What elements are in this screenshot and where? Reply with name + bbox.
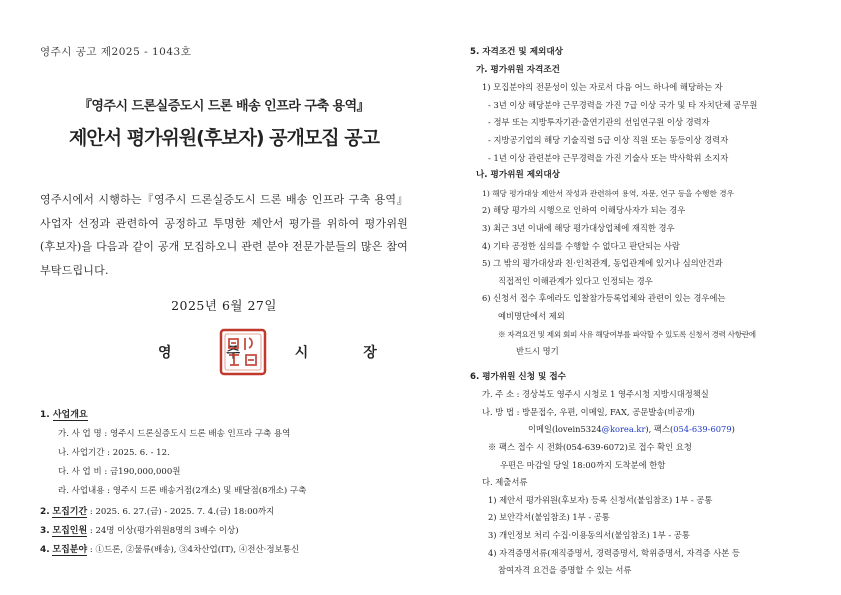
official-seal-stamp xyxy=(218,327,268,377)
section-4-fields: 4. 모집분야 : ①드론, ②물류(배송), ③4차산업(IT), ④전산·정보통신 xyxy=(40,545,300,555)
overview-label: 다. 사 업 비 xyxy=(58,467,102,477)
documents-label: 다. 제출서류 xyxy=(482,477,528,488)
overview-label: 가. 사 업 명 xyxy=(58,429,102,439)
section-2-value: 2025. 6. 27.(금) - 2025. 7. 4.(금) 18:00까지 xyxy=(95,507,275,517)
exclusion-item: 1) 해당 평가대상 제안서 작성과 관련하여 용역, 자문, 연구 등을 수행한 경우 xyxy=(482,188,734,198)
project-subtitle: 『영주시 드론실증도시 드론 배송 인프라 구축 용역』 xyxy=(78,99,370,114)
fax-number-link[interactable]: 054-639-6079 xyxy=(673,424,732,435)
section-1-heading xyxy=(40,406,408,425)
overview-item-name: 가. 사 업 명 : 영주시 드론실증도시 드론 배송 인프라 구축 용역 xyxy=(58,429,291,439)
section-3-number: 3. xyxy=(40,526,50,536)
exclusion-item: 3) 최근 3년 이내에 해당 평가대상업체에 재직한 경우 xyxy=(482,222,675,233)
section-5-eligibility xyxy=(470,44,815,361)
method-value: : 방문접수, 우편, 이메일, FAX, 공문발송(비공개) xyxy=(516,406,695,417)
section-4-value: ①드론, ②물류(배송), ③4차산업(IT), ④전산·정보통신 xyxy=(95,545,300,555)
method-label: 나. 방 법 xyxy=(482,406,514,417)
section-1-number: 1. xyxy=(40,410,50,420)
section-4-title: 모집분야 xyxy=(52,545,88,555)
section-2-title: 모집기간 xyxy=(52,507,88,517)
section-4-number: 4. xyxy=(40,545,50,555)
eligibility-note-cont: 반드시 명기 xyxy=(516,346,559,357)
overview-item-budget: 다. 사 업 비 : 금190,000,000원 xyxy=(58,467,181,477)
overview-label: 라. 사업내용 xyxy=(58,486,105,496)
email-prefix: 이메일(lovein5324 xyxy=(528,424,602,435)
section-2-period: 2. 모집기간 : 2025. 6. 27.(금) - 2025. 7. 4.(금) 18:00까지 xyxy=(40,507,275,517)
signer-name: 영 주 시 장 xyxy=(158,345,402,361)
left-column xyxy=(40,44,408,560)
page-title: 제안서 평가위원(후보자) 공개모집 공고 xyxy=(69,127,379,149)
exclusion-item: 6) 신청서 접수 후에라도 입찰참가등록업체와 관련이 있는 경우에는 xyxy=(482,293,726,304)
method-row xyxy=(470,404,815,422)
signer-block xyxy=(40,324,408,382)
qualification-item: - 정부 또는 지방투자기관·출연기관의 선임연구원 이상 경력자 xyxy=(488,117,710,128)
document-item: 4) 자격증명서류(재직증명서, 경력증명서, 학위증명서, 자격증 사본 등 xyxy=(488,547,740,558)
overview-value: 금190,000,000원 xyxy=(109,467,181,477)
overview-value: 2025. 6. - 12. xyxy=(112,448,170,458)
overview-item-content: 라. 사업내용 : 영주시 드론 배송거점(2개소) 및 배달점(8개소) 구축 xyxy=(58,486,307,496)
section-6-application xyxy=(470,369,815,580)
section-2-number: 2. xyxy=(40,507,50,517)
section-3-value: 24명 이상(평가위원8명의 3배수 이상) xyxy=(95,526,239,536)
notice-number: 영주시 공고 제2025 - 1043호 xyxy=(40,46,192,58)
qualification-item: - 1년 이상 관련분야 근무경력을 가진 기술사 또는 박사학위 소지자 xyxy=(488,152,729,163)
overview-label: 나. 사업기간 xyxy=(58,448,105,458)
exclusion-item: 4) 기타 공정한 심의를 수행할 수 없다고 판단되는 사람 xyxy=(482,240,680,251)
qualification-intro: 1) 모집분야의 전문성이 있는 자로서 다음 어느 하나에 해당하는 자 xyxy=(482,82,723,93)
address-row xyxy=(470,386,815,404)
exclusion-heading: 나. 평가위원 제외대상 xyxy=(476,170,560,181)
fax-prefix: ), 팩스( xyxy=(645,424,674,435)
mail-note: 우편은 마감일 당일 18:00까지 도착분에 한함 xyxy=(500,459,666,470)
qualification-item: - 3년 이상 해당분야 근무경력을 가진 7급 이상 국가 및 타 자치단체 공무원 xyxy=(488,99,758,110)
qualification-heading: 가. 평가위원 자격조건 xyxy=(476,64,560,75)
exclusion-item-cont: 예비명단에서 제외 xyxy=(498,310,565,321)
section-3-count: 3. 모집인원 : 24명 이상(평가위원8명의 3배수 이상) xyxy=(40,526,239,536)
notice-date: 2025년 6월 27일 xyxy=(171,298,277,313)
document-item: 2) 보안각서(붙임참조) 1부 - 공통 xyxy=(488,512,610,523)
fax-note: ※ 팩스 접수 시 전화(054-639-6072)로 접수 확인 요청 xyxy=(488,442,692,453)
email-link[interactable]: @korea.kr xyxy=(601,424,646,435)
document-item: 1) 제안서 평가위원(후보자) 등록 신청서(붙임참조) 1부 - 공통 xyxy=(488,494,713,505)
overview-value: 영주시 드론 배송거점(2개소) 및 배달점(8개소) 구축 xyxy=(112,486,307,496)
exclusion-item: 5) 그 밖의 평가대상과 친·인척관계, 동업관계에 있거나 심의안건과 xyxy=(482,258,723,269)
section-1-overview xyxy=(40,406,408,560)
document-item: 3) 개인정보 처리 수집·이용동의서(붙임참조) 1부 - 공통 xyxy=(488,530,690,541)
section-6-heading: 6. 평가위원 신청 및 접수 xyxy=(470,371,566,382)
overview-item-period: 나. 사업기간 : 2025. 6. - 12. xyxy=(58,448,170,458)
section-3-title: 모집인원 xyxy=(52,526,88,536)
eligibility-note: ※ 자격요건 및 제외 회피 사유 해당여부를 파악할 수 있도록 신청서 경력 사항란에 xyxy=(498,329,756,339)
qualification-item: - 지방공기업의 해당 기술직렬 5급 이상 직원 또는 동등이상 경력자 xyxy=(488,134,729,145)
document-item-cont: 참여자격 요건을 증명할 수 있는 서류 xyxy=(498,565,632,576)
right-column xyxy=(470,44,815,580)
contact-row xyxy=(470,421,815,439)
exclusion-item-cont: 직접적인 이해관계가 있다고 인정되는 경우 xyxy=(498,275,653,286)
address-value: : 경상북도 영주시 시청로 1 영주시청 지방시대정책실 xyxy=(516,389,709,400)
section-5-heading: 5. 자격조건 및 제외대상 xyxy=(470,47,563,57)
exclusion-item: 2) 해당 평가의 시행으로 인하여 이해당사자가 되는 경우 xyxy=(482,205,686,216)
section-1-title: 사업개요 xyxy=(52,410,88,420)
overview-value: 영주시 드론실증도시 드론 배송 인프라 구축 용역 xyxy=(109,429,291,439)
intro-paragraph: 영주시에서 시행하는『영주시 드론실증도시 드론 배송 인프라 구축 용역』사업자 선정과 관련하여 공정하고 투명한 제안서 평가를 위하여 평가위원(후보자)을 다음과 같이 공개 모집하오니 관련 분야 전문가분들의 많은 참여 부탁드립니다. xyxy=(40,193,408,277)
fax-suffix: ) xyxy=(731,424,735,435)
address-label: 가. 주 소 xyxy=(482,389,514,400)
